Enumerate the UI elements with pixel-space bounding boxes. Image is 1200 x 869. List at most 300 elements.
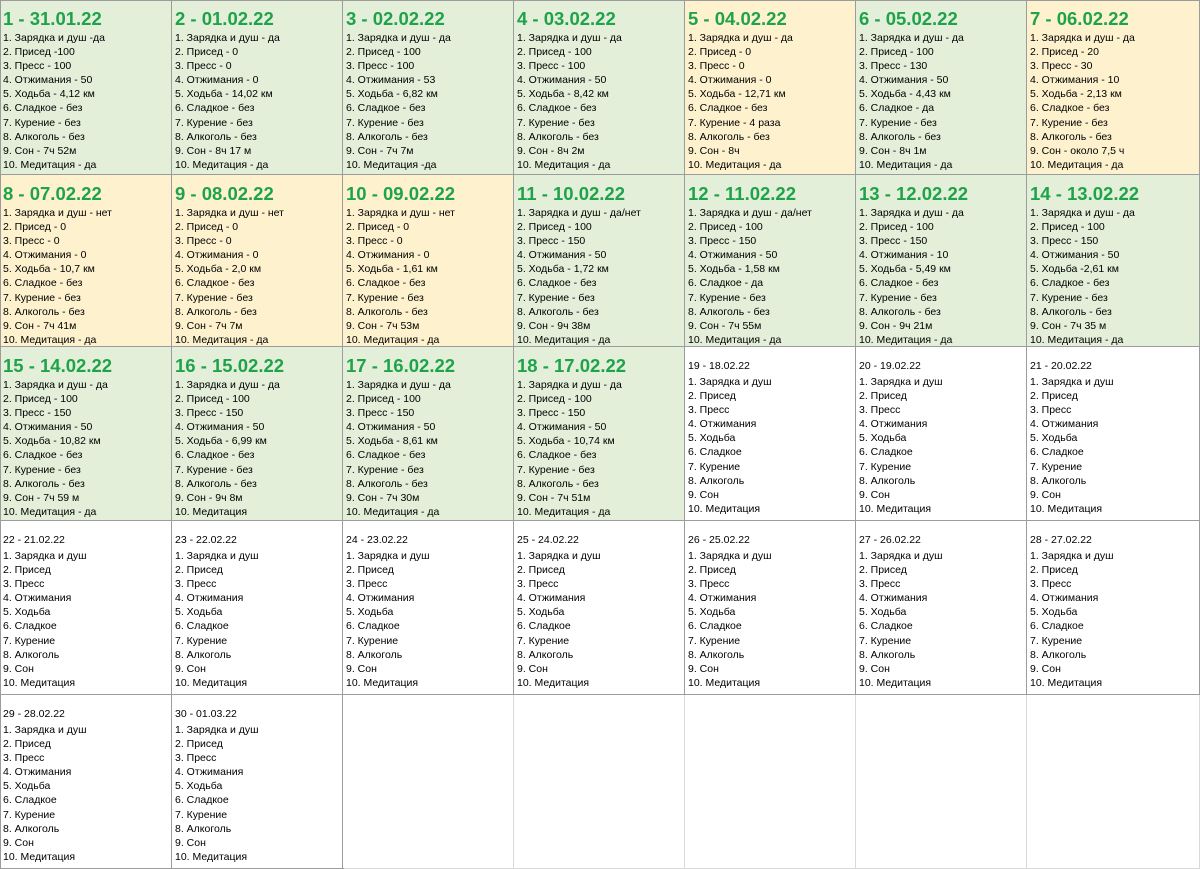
habit-line: 2. Присед	[1030, 390, 1078, 403]
habit-line: 9. Сон - 7ч 35 м	[1030, 319, 1107, 332]
day-cell[interactable]	[685, 175, 856, 347]
habit-line: 10. Медитация -да	[346, 158, 437, 171]
habit-line: 3. Пресс - 0	[3, 235, 60, 248]
habit-line: 4. Отжимания	[3, 592, 72, 605]
habit-line: 10. Медитация	[859, 676, 932, 689]
habit-line: 3. Пресс - 0	[688, 60, 745, 73]
habit-line: 4. Отжимания - 0	[3, 249, 87, 262]
day-cell[interactable]	[514, 0, 685, 175]
habit-line: 3. Пресс - 100	[346, 60, 415, 73]
habit-line: 7. Курение - без	[346, 116, 424, 129]
habit-line: 3. Пресс - 150	[859, 235, 928, 248]
habit-line: 2. Присед - 100	[688, 221, 763, 234]
habit-line: 4. Отжимания	[1030, 592, 1099, 605]
habit-line: 8. Алкоголь - без	[175, 130, 257, 143]
habit-line: 1. Зарядка и душ - да	[859, 32, 964, 44]
day-cell[interactable]	[685, 347, 856, 521]
habit-line: 4. Отжимания	[859, 418, 928, 431]
habit-list	[175, 723, 342, 864]
habit-line: 6. Сладкое - без	[3, 277, 83, 290]
habit-line: 2. Присед	[859, 390, 907, 403]
habit-line: 7. Курение	[1030, 460, 1083, 473]
habit-line: 3. Пресс	[175, 578, 217, 591]
habit-line: 7. Курение	[3, 634, 56, 647]
day-header: 5 - 04.02.22	[688, 8, 787, 29]
habit-line: 10. Медитация - да	[175, 158, 269, 171]
habit-line: 10. Медитация - да	[3, 333, 97, 346]
habit-line: 3. Пресс - 100	[3, 60, 72, 73]
day-cell[interactable]	[1027, 347, 1200, 521]
habit-line: 7. Курение	[688, 634, 741, 647]
habit-line: 10. Медитация - да	[346, 333, 440, 346]
day-cell[interactable]	[1027, 521, 1200, 695]
habit-line: 3. Пресс - 150	[175, 407, 244, 420]
habit-line: 8. Алкоголь	[346, 648, 403, 661]
habit-line: 9. Сон - 7ч 7м	[175, 319, 243, 332]
habit-line: 6. Сладкое - да	[688, 277, 764, 290]
habit-line: 3. Пресс	[517, 578, 559, 591]
day-cell[interactable]	[514, 175, 685, 347]
habit-line: 8. Алкоголь	[1030, 648, 1087, 661]
habit-line: 7. Курение - 4 раза	[688, 116, 781, 129]
habit-line: 3. Пресс - 100	[517, 60, 586, 73]
habit-line: 5. Ходьба - 10,82 км	[3, 435, 101, 448]
habit-line: 4. Отжимания	[688, 592, 757, 605]
habit-line: 9. Сон - 7ч 52м	[3, 144, 77, 157]
habit-line: 10. Медитация	[859, 502, 932, 515]
habit-list	[517, 549, 684, 690]
habit-line: 8. Алкоголь - без	[175, 477, 257, 490]
habit-line: 2. Присед - 100	[1030, 221, 1105, 234]
habit-line: 1. Зарядка и душ - да/нет	[517, 207, 641, 219]
grid-top-border	[0, 0, 1200, 1]
habit-line: 3. Пресс	[175, 752, 217, 765]
day-cell[interactable]	[172, 347, 343, 521]
habit-line: 3. Пресс	[346, 578, 388, 591]
habit-line: 2. Присед - 100	[175, 393, 250, 406]
day-header: 26 - 25.02.22	[688, 534, 750, 546]
day-header: 6 - 05.02.22	[859, 8, 958, 29]
habit-line: 1. Зарядка и душ	[688, 550, 772, 562]
habit-line: 1. Зарядка и душ	[3, 724, 87, 736]
habit-list	[3, 549, 171, 690]
habit-line: 5. Ходьба	[1030, 606, 1078, 619]
habit-line: 10. Медитация - да	[859, 158, 953, 171]
habit-line: 5. Ходьба - 8,42 км	[517, 88, 609, 101]
habit-line: 10. Медитация	[1030, 502, 1103, 515]
habit-line: 1. Зарядка и душ - нет	[3, 207, 112, 219]
habit-line: 3. Пресс - 0	[175, 60, 232, 73]
habit-line: 7. Курение	[688, 460, 741, 473]
habit-line: 10. Медитация	[175, 505, 248, 518]
habit-line: 1. Зарядка и душ - да	[3, 379, 108, 391]
habit-line: 6. Сладкое	[3, 794, 57, 807]
habit-line: 2. Присед - 0	[175, 221, 239, 234]
day-header: 10 - 09.02.22	[346, 183, 456, 204]
habit-line: 4. Отжимания - 50	[175, 421, 265, 434]
habit-line: 8. Алкоголь	[3, 648, 60, 661]
habit-line: 3. Пресс	[688, 404, 730, 417]
habit-line: 6. Сладкое - без	[346, 449, 426, 462]
habit-line: 6. Сладкое	[859, 620, 913, 633]
habit-line: 1. Зарядка и душ - нет	[175, 207, 284, 219]
habit-line: 2. Присед - 100	[517, 46, 592, 59]
habit-line: 9. Сон	[517, 662, 548, 675]
habit-line: 7. Курение	[3, 808, 56, 821]
habit-line: 7. Курение - без	[175, 291, 253, 304]
habit-line: 9. Сон - 7ч 55м	[688, 319, 762, 332]
habit-list	[859, 31, 1026, 172]
day-cell[interactable]	[172, 695, 343, 869]
habit-line: 1. Зарядка и душ - да	[175, 379, 280, 391]
habit-line: 8. Алкоголь - без	[3, 305, 85, 318]
habit-line: 2. Присед - 100	[517, 393, 592, 406]
habit-line: 5. Ходьба -2,61 км	[1030, 263, 1119, 276]
habit-line: 5. Ходьба - 2,0 км	[175, 263, 262, 276]
habit-line: 5. Ходьба - 5,49 км	[859, 263, 951, 276]
day-header: 9 - 08.02.22	[175, 183, 274, 204]
habit-line: 10. Медитация - да	[1030, 333, 1124, 346]
habit-line: 7. Курение	[175, 808, 228, 821]
day-header: 12 - 11.02.22	[688, 183, 797, 204]
day-header: 29 - 28.02.22	[3, 708, 65, 720]
habit-list	[3, 378, 171, 519]
day-cell[interactable]	[856, 521, 1027, 695]
habit-line: 6. Сладкое - без	[517, 277, 597, 290]
day-header: 13 - 12.02.22	[859, 183, 969, 204]
habit-list	[688, 206, 855, 347]
habit-line: 3. Пресс - 150	[688, 235, 757, 248]
habit-line: 9. Сон - 8ч 17 м	[175, 144, 252, 157]
habit-line: 6. Сладкое	[175, 794, 229, 807]
habit-line: 10. Медитация - да	[688, 333, 782, 346]
habit-list	[175, 31, 342, 172]
habit-list	[859, 549, 1026, 690]
habit-line: 6. Сладкое - без	[3, 449, 83, 462]
habit-line: 8. Алкоголь - без	[346, 477, 428, 490]
habit-line: 2. Присед - 0	[346, 221, 410, 234]
habit-line: 4. Отжимания - 50	[517, 249, 607, 262]
habit-line: 6. Сладкое - без	[1030, 277, 1110, 290]
habit-line: 1. Зарядка и душ - да	[175, 32, 280, 44]
day-cell[interactable]	[0, 175, 172, 347]
habit-line: 2. Присед	[3, 564, 51, 577]
empty-cell	[514, 695, 685, 869]
habit-line: 4. Отжимания - 50	[346, 421, 436, 434]
habit-line: 4. Отжимания - 0	[688, 74, 772, 87]
habit-line: 5. Ходьба - 4,12 км	[3, 88, 95, 101]
habit-line: 1. Зарядка и душ - да	[1030, 207, 1135, 219]
habit-line: 8. Алкоголь - без	[3, 130, 85, 143]
day-cell[interactable]	[856, 0, 1027, 175]
habit-line: 8. Алкоголь - без	[346, 130, 428, 143]
day-header: 28 - 27.02.22	[1030, 534, 1092, 546]
habit-line: 6. Сладкое - без	[1030, 102, 1110, 115]
habit-line: 4. Отжимания - 10	[1030, 74, 1120, 87]
habit-line: 4. Отжимания - 53	[346, 74, 436, 87]
habit-line: 9. Сон - 9ч 38м	[517, 319, 591, 332]
habit-line: 7. Курение	[346, 634, 399, 647]
habit-list	[1030, 549, 1199, 690]
habit-line: 3. Пресс - 0	[175, 235, 232, 248]
day-cell[interactable]	[172, 521, 343, 695]
habit-line: 3. Пресс - 150	[1030, 235, 1099, 248]
habit-line: 10. Медитация - да	[175, 333, 269, 346]
habit-line: 10. Медитация	[346, 676, 419, 689]
habit-line: 7. Курение - без	[517, 116, 595, 129]
habit-line: 5. Ходьба - 1,72 км	[517, 263, 609, 276]
habit-line: 2. Присед - 100	[346, 46, 421, 59]
habit-line: 8. Алкоголь - без	[688, 305, 770, 318]
habit-line: 6. Сладкое	[1030, 446, 1084, 459]
habit-line: 5. Ходьба	[859, 606, 907, 619]
habit-line: 8. Алкоголь - без	[1030, 305, 1112, 318]
habit-line: 10. Медитация - да	[3, 158, 97, 171]
habit-line: 2. Присед - 100	[859, 46, 934, 59]
habit-line: 7. Курение	[859, 460, 912, 473]
habit-line: 8. Алкоголь - без	[859, 130, 941, 143]
habit-list	[175, 378, 342, 519]
habit-line: 10. Медитация	[688, 676, 761, 689]
habit-line: 8. Алкоголь	[859, 648, 916, 661]
habit-line: 4. Отжимания	[175, 766, 244, 779]
habit-line: 4. Отжимания - 0	[346, 249, 430, 262]
habit-line: 4. Отжимания - 50	[517, 74, 607, 87]
habit-line: 9. Сон	[688, 662, 719, 675]
habit-line: 9. Сон - 7ч 53м	[346, 319, 420, 332]
habit-line: 8. Алкоголь - без	[175, 305, 257, 318]
habit-line: 7. Курение - без	[175, 116, 253, 129]
habit-line: 9. Сон	[346, 662, 377, 675]
habit-line: 6. Сладкое - без	[517, 449, 597, 462]
habit-line: 6. Сладкое - без	[346, 277, 426, 290]
habit-line: 1. Зарядка и душ - да	[517, 32, 622, 44]
day-cell[interactable]	[0, 521, 172, 695]
habit-line: 7. Курение - без	[346, 291, 424, 304]
habit-line: 2. Присед	[3, 738, 51, 751]
habit-line: 9. Сон	[3, 836, 34, 849]
day-cell[interactable]	[343, 347, 514, 521]
day-header: 25 - 24.02.22	[517, 534, 579, 546]
habit-list	[517, 378, 684, 519]
habit-line: 6. Сладкое	[3, 620, 57, 633]
habit-line: 2. Присед	[175, 564, 223, 577]
day-cell[interactable]	[343, 175, 514, 347]
habit-line: 2. Присед - 100	[517, 221, 592, 234]
habit-line: 4. Отжимания - 50	[3, 421, 93, 434]
habit-line: 4. Отжимания	[1030, 418, 1099, 431]
habit-line: 8. Алкоголь - без	[346, 305, 428, 318]
habit-list	[3, 31, 171, 172]
habit-line: 9. Сон	[1030, 488, 1061, 501]
habit-list	[688, 31, 855, 172]
habit-line: 8. Алкоголь - без	[517, 305, 599, 318]
habit-line: 6. Сладкое	[1030, 620, 1084, 633]
habit-line: 6. Сладкое - да	[859, 102, 935, 115]
day-header: 21 - 20.02.22	[1030, 360, 1092, 372]
habit-line: 5. Ходьба	[1030, 432, 1078, 445]
grid-left-border	[0, 0, 1, 869]
habit-line: 7. Курение - без	[175, 463, 253, 476]
habit-line: 9. Сон	[175, 836, 206, 849]
day-cell[interactable]	[856, 175, 1027, 347]
day-header: 7 - 06.02.22	[1030, 8, 1129, 29]
empty-cell	[685, 695, 856, 869]
habit-line: 4. Отжимания	[688, 418, 757, 431]
habit-list	[859, 375, 1026, 516]
habit-list	[346, 206, 513, 347]
habit-line: 10. Медитация	[3, 676, 76, 689]
habit-line: 2. Присед	[1030, 564, 1078, 577]
day-header: 30 - 01.03.22	[175, 708, 237, 720]
habit-line: 8. Алкоголь - без	[688, 130, 770, 143]
habit-line: 7. Курение - без	[3, 291, 81, 304]
day-cell[interactable]	[514, 347, 685, 521]
habit-list	[346, 378, 513, 519]
habit-line: 6. Сладкое	[688, 446, 742, 459]
habit-line: 3. Пресс	[1030, 578, 1072, 591]
habit-line: 1. Зарядка и душ - да	[346, 32, 451, 44]
habit-line: 9. Сон	[859, 488, 890, 501]
habit-line: 9. Сон	[859, 662, 890, 675]
habit-line: 5. Ходьба	[3, 780, 51, 793]
habit-line: 2. Присед	[688, 390, 736, 403]
habit-line: 2. Присед - 100	[859, 221, 934, 234]
habit-line: 9. Сон - 8ч 2м	[517, 144, 585, 157]
habit-line: 10. Медитация - да	[1030, 158, 1124, 171]
habit-line: 6. Сладкое - без	[175, 102, 255, 115]
habit-line: 9. Сон	[1030, 662, 1061, 675]
day-cell[interactable]	[0, 347, 172, 521]
habit-line: 10. Медитация - да	[859, 333, 953, 346]
habit-line: 8. Алкоголь	[3, 822, 60, 835]
habit-line: 10. Медитация - да	[346, 505, 440, 518]
habit-line: 3. Пресс - 150	[3, 407, 72, 420]
day-cell[interactable]	[1027, 0, 1200, 175]
habit-line: 7. Курение - без	[1030, 291, 1108, 304]
habit-line: 8. Алкоголь	[859, 474, 916, 487]
habit-line: 5. Ходьба	[175, 606, 223, 619]
habit-line: 7. Курение - без	[1030, 116, 1108, 129]
habit-line: 7. Курение	[859, 634, 912, 647]
habit-line: 3. Пресс	[1030, 404, 1072, 417]
habit-list	[517, 206, 684, 347]
habit-line: 8. Алкоголь - без	[1030, 130, 1112, 143]
habit-line: 9. Сон	[688, 488, 719, 501]
habit-line: 5. Ходьба	[688, 432, 736, 445]
habit-line: 1. Зарядка и душ	[1030, 376, 1114, 388]
day-header: 4 - 03.02.22	[517, 8, 616, 29]
day-cell[interactable]	[1027, 175, 1200, 347]
habit-line: 3. Пресс - 150	[346, 407, 415, 420]
day-header: 16 - 15.02.22	[175, 355, 285, 376]
habit-list	[1030, 375, 1199, 516]
day-cell[interactable]	[856, 347, 1027, 521]
day-cell[interactable]	[172, 0, 343, 175]
habit-line: 1. Зарядка и душ - да/нет	[688, 207, 812, 219]
day-header: 27 - 26.02.22	[859, 534, 921, 546]
habit-line: 4. Отжимания - 50	[1030, 249, 1120, 262]
habit-line: 1. Зарядка и душ	[175, 550, 259, 562]
habit-line: 5. Ходьба - 6,99 км	[175, 435, 267, 448]
habit-line: 4. Отжимания	[3, 766, 72, 779]
habit-list	[3, 206, 171, 347]
day-header: 3 - 02.02.22	[346, 8, 445, 29]
habit-line: 3. Пресс	[859, 404, 901, 417]
habit-line: 7. Курение	[175, 634, 228, 647]
habit-line: 1. Зарядка и душ - нет	[346, 207, 455, 219]
day-cell[interactable]	[343, 521, 514, 695]
habit-list	[1030, 206, 1199, 347]
habit-line: 5. Ходьба - 12,71 км	[688, 88, 786, 101]
habit-line: 4. Отжимания	[517, 592, 586, 605]
habit-line: 9. Сон - 7ч 7м	[346, 144, 414, 157]
day-cell[interactable]	[172, 175, 343, 347]
habit-line: 6. Сладкое - без	[517, 102, 597, 115]
habit-line: 7. Курение - без	[3, 116, 81, 129]
habit-line: 4. Отжимания	[175, 592, 244, 605]
habit-line: 9. Сон - 8ч 1м	[859, 144, 927, 157]
habit-line: 1. Зарядка и душ	[517, 550, 601, 562]
habit-line: 6. Сладкое - без	[175, 277, 255, 290]
habit-line: 4. Отжимания - 50	[688, 249, 778, 262]
habit-line: 1. Зарядка и душ	[859, 550, 943, 562]
habit-line: 8. Алкоголь	[517, 648, 574, 661]
habit-line: 2. Присед	[859, 564, 907, 577]
habit-line: 1. Зарядка и душ - да	[346, 379, 451, 391]
habit-line: 9. Сон - 7ч 51м	[517, 491, 591, 504]
habit-line: 4. Отжимания - 0	[175, 249, 259, 262]
habit-line: 5. Ходьба - 10,74 км	[517, 435, 615, 448]
day-header: 1 - 31.01.22	[3, 8, 102, 29]
habit-line: 2. Присед - 100	[346, 393, 421, 406]
habit-line: 8. Алкоголь	[688, 648, 745, 661]
habit-line: 7. Курение - без	[688, 291, 766, 304]
day-cell[interactable]	[514, 521, 685, 695]
day-cell[interactable]	[685, 0, 856, 175]
habit-line: 10. Медитация	[688, 502, 761, 515]
habit-line: 3. Пресс - 150	[517, 235, 586, 248]
habit-line: 2. Присед	[175, 738, 223, 751]
day-cell[interactable]	[0, 0, 172, 175]
habit-line: 8. Алкоголь - без	[517, 130, 599, 143]
empty-cell	[1027, 695, 1200, 869]
habit-line: 7. Курение	[1030, 634, 1083, 647]
habit-line: 7. Курение - без	[3, 463, 81, 476]
habit-list	[3, 723, 171, 864]
day-header: 11 - 10.02.22	[517, 183, 626, 204]
habit-line: 4. Отжимания - 50	[3, 74, 93, 87]
habit-line: 5. Ходьба - 6,82 км	[346, 88, 438, 101]
day-header: 20 - 19.02.22	[859, 360, 921, 372]
day-header: 22 - 21.02.22	[3, 534, 65, 546]
day-cell[interactable]	[0, 695, 172, 869]
habit-line: 8. Алкоголь	[1030, 474, 1087, 487]
day-cell[interactable]	[685, 521, 856, 695]
habit-line: 5. Ходьба	[3, 606, 51, 619]
day-cell[interactable]	[343, 0, 514, 175]
habit-line: 7. Курение - без	[859, 291, 937, 304]
habit-line: 8. Алкоголь	[175, 648, 232, 661]
habit-line: 10. Медитация - да	[3, 505, 97, 518]
habit-line: 9. Сон - 9ч 21м	[859, 319, 933, 332]
habit-line: 5. Ходьба - 1,61 км	[346, 263, 438, 276]
habit-line: 4. Отжимания - 10	[859, 249, 949, 262]
habit-line: 6. Сладкое	[859, 446, 913, 459]
habit-line: 8. Алкоголь	[688, 474, 745, 487]
habit-line: 8. Алкоголь - без	[859, 305, 941, 318]
habit-line: 9. Сон - 9ч 8м	[175, 491, 243, 504]
